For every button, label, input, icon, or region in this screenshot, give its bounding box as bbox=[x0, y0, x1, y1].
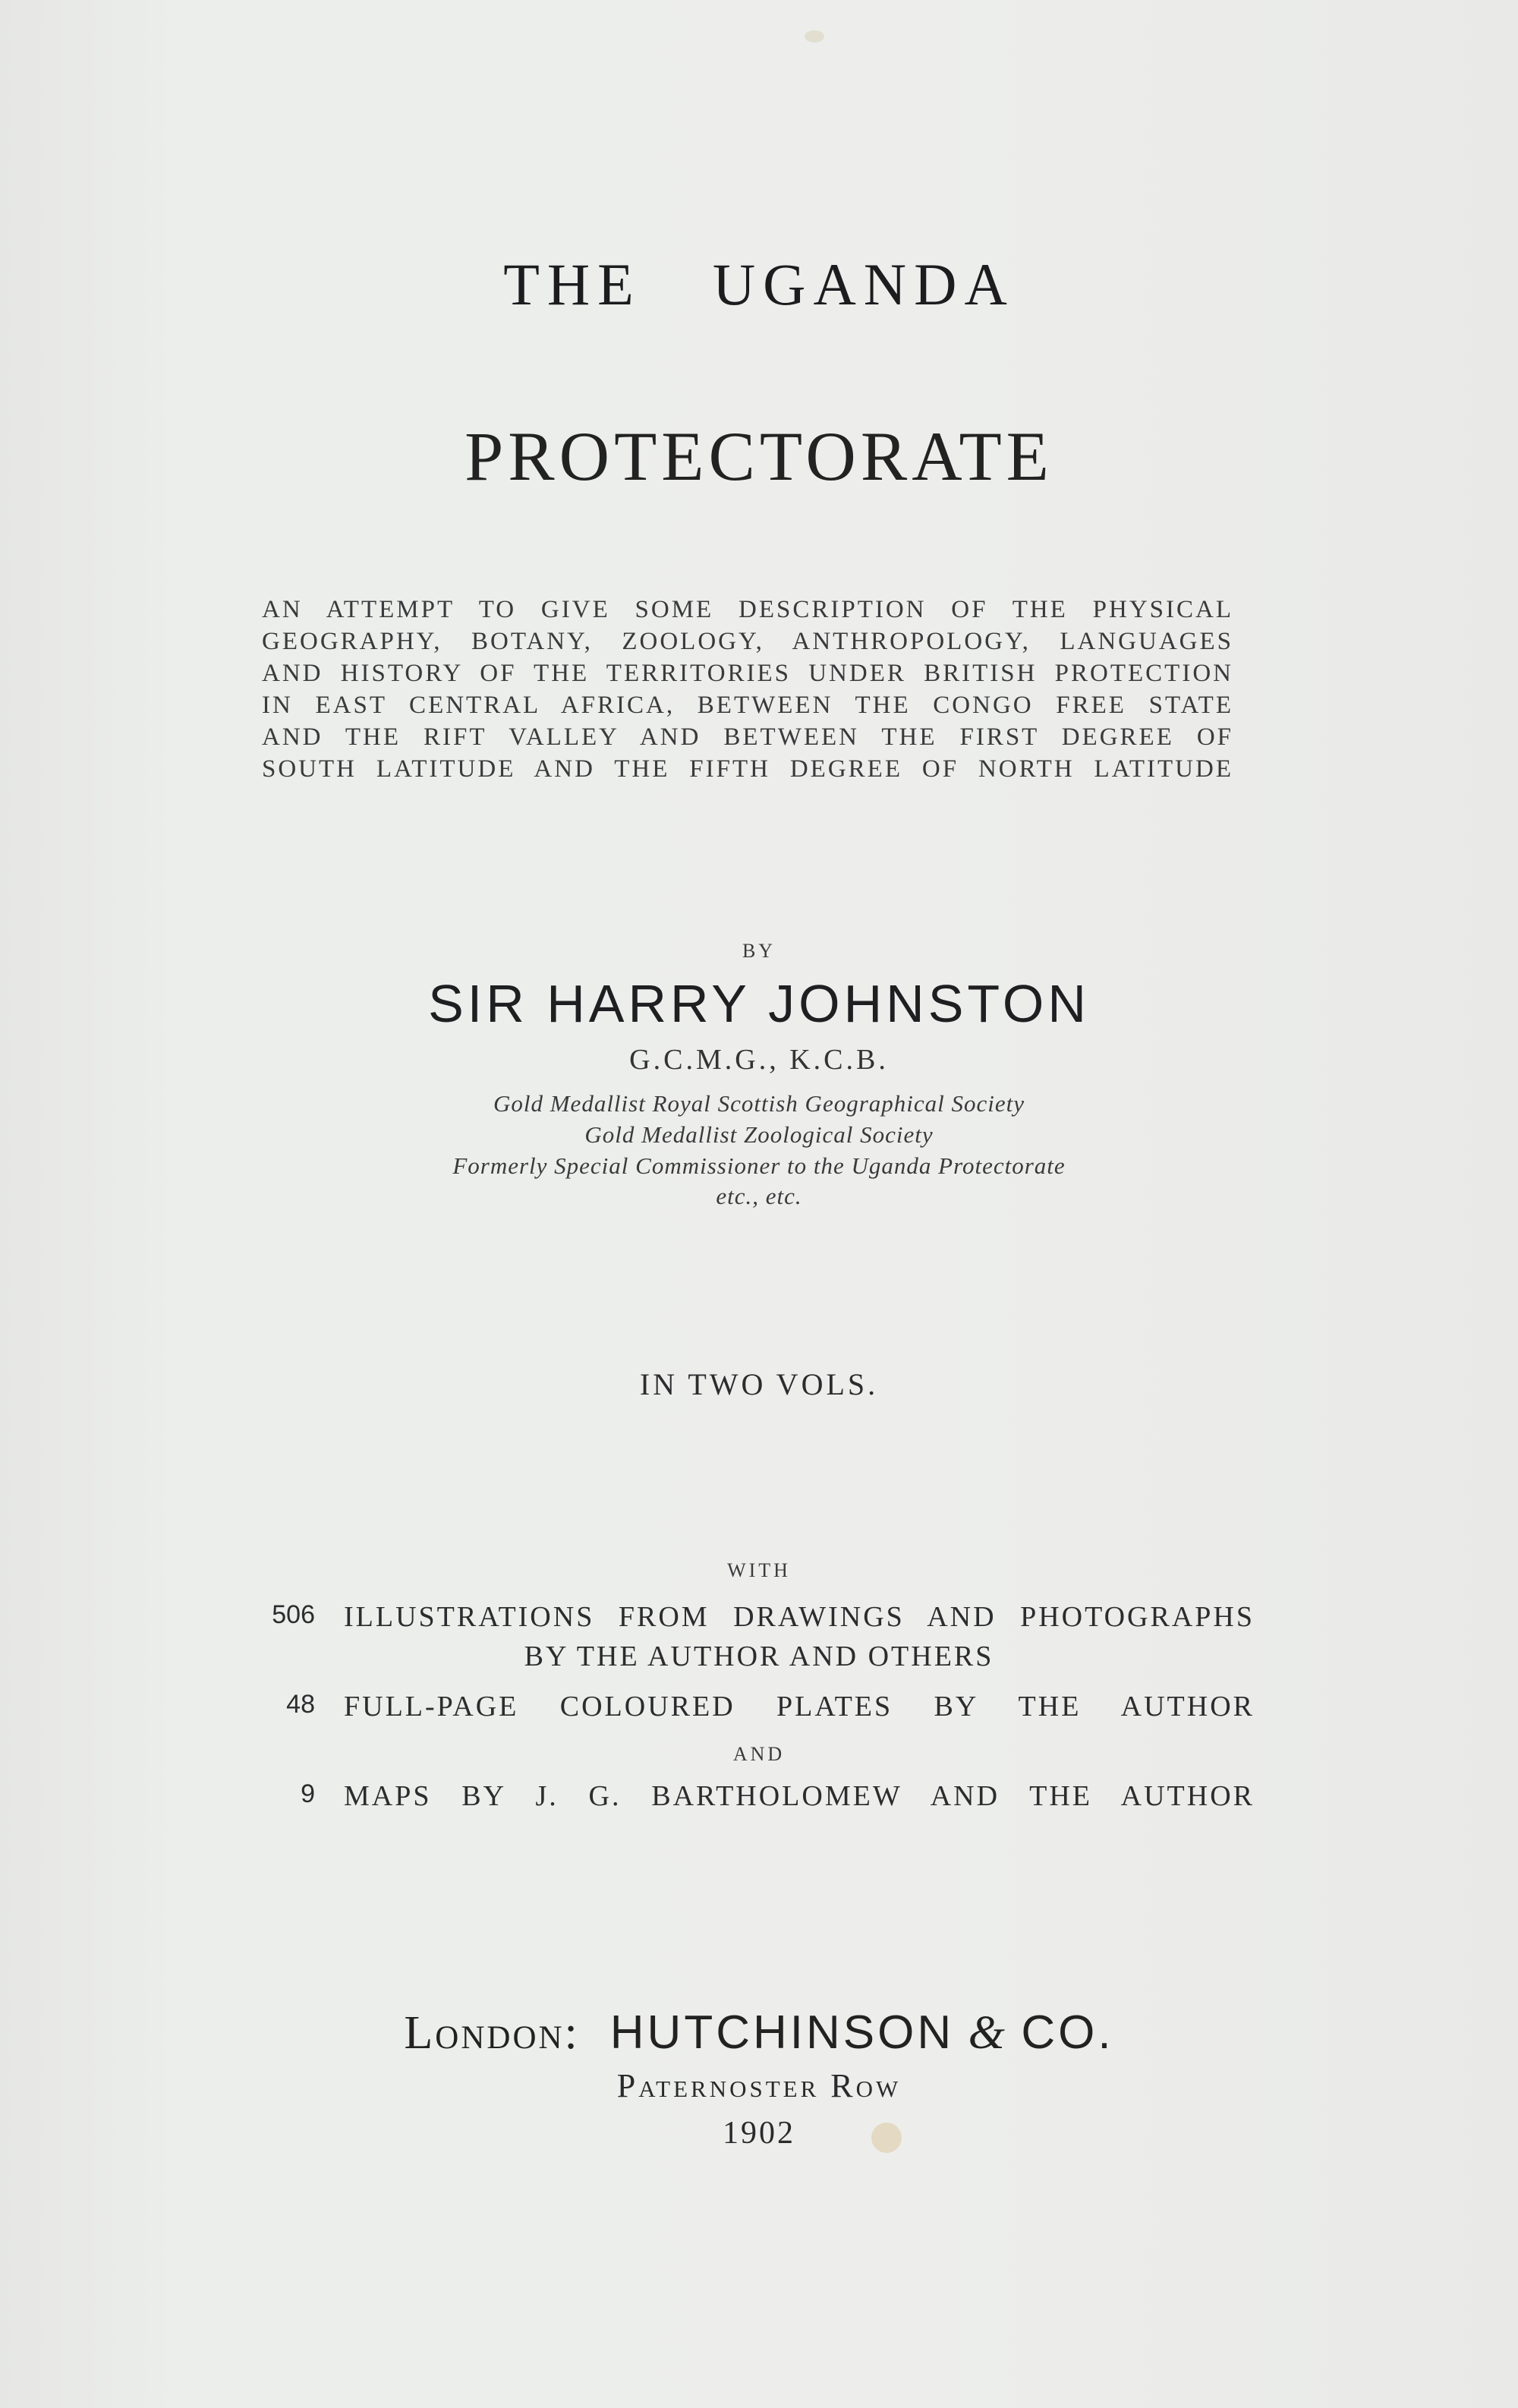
illustration-item-continuation bbox=[0, 1640, 1518, 1673]
credential-text: etc., etc. bbox=[716, 1183, 802, 1209]
item-text: ILLUSTRATIONS FROM DRAWINGS AND PHOTOGRAPHS bbox=[344, 1601, 1255, 1633]
author-honours bbox=[0, 1043, 1518, 1076]
credential-line bbox=[0, 1152, 1518, 1180]
item-count: 9 bbox=[301, 1779, 315, 1808]
imprint-street bbox=[0, 2066, 1518, 2105]
honours-text: G.C.M.G., K.C.B. bbox=[629, 1044, 889, 1076]
subtitle-text: PROTECTORATE bbox=[465, 418, 1053, 495]
subtitle bbox=[0, 416, 1518, 496]
item-count: 506 bbox=[272, 1600, 315, 1629]
with-text: WITH bbox=[727, 1559, 791, 1581]
by-text: BY bbox=[742, 940, 776, 962]
credential-text: Gold Medallist Zoological Society bbox=[584, 1121, 934, 1148]
with-label bbox=[0, 1559, 1518, 1582]
description bbox=[262, 594, 1233, 785]
and-text: AND bbox=[732, 1743, 786, 1765]
item-count: 48 bbox=[286, 1690, 315, 1719]
year-text: 1902 bbox=[723, 2116, 795, 2151]
publisher-co: CO. bbox=[1021, 2006, 1114, 2059]
publisher-name: HUTCHINSON bbox=[609, 2006, 955, 2059]
description-line: SOUTH LATITUDE AND THE FIFTH DEGREE OF NORTH LATITUDE bbox=[262, 755, 1233, 783]
description-line: IN EAST CENTRAL AFRICA, BETWEEN THE CONGO FREE STATE bbox=[262, 692, 1233, 719]
credential-text: Formerly Special Commissioner to the Uganda Protectorate bbox=[452, 1152, 1066, 1179]
item-continuation-text: BY THE AUTHOR AND OTHERS bbox=[524, 1641, 994, 1672]
description-line: AN ATTEMPT TO GIVE SOME DESCRIPTION OF THE PHYSICAL bbox=[262, 596, 1233, 623]
credential-text: Gold Medallist Royal Scottish Geographical Society bbox=[493, 1090, 1025, 1117]
paper-spot bbox=[805, 30, 824, 43]
item-text: MAPS BY J. G. BARTHOLOMEW AND THE AUTHOR bbox=[344, 1780, 1255, 1812]
author-name bbox=[0, 973, 1518, 1034]
description-line: GEOGRAPHY, BOTANY, ZOOLOGY, ANTHROPOLOGY, LANGUAGES bbox=[262, 628, 1233, 655]
volumes-note bbox=[0, 1366, 1518, 1402]
imprint-year bbox=[0, 2115, 1518, 2151]
title-word-uganda: uganda bbox=[712, 229, 1015, 323]
and-label bbox=[0, 1743, 1518, 1766]
ampersand: & bbox=[968, 2007, 1007, 2059]
by-label bbox=[0, 940, 1518, 963]
title-word-the: the bbox=[503, 229, 641, 323]
item-text: FULL-PAGE COLOURED PLATES BY THE AUTHOR bbox=[344, 1691, 1255, 1722]
imprint-publisher bbox=[0, 2006, 1518, 2060]
credential-line bbox=[0, 1183, 1518, 1210]
credential-line bbox=[0, 1121, 1518, 1149]
imprint-place: London: bbox=[404, 2007, 580, 2059]
volumes-text: IN TWO VOLS. bbox=[639, 1367, 879, 1401]
description-line: AND HISTORY OF THE TERRITORIES UNDER BRITISH PROTECTION bbox=[262, 660, 1233, 687]
title bbox=[0, 228, 1518, 395]
credential-line bbox=[0, 1090, 1518, 1117]
street-text: Paternoster Row bbox=[616, 2067, 902, 2104]
description-line: AND THE RIFT VALLEY AND BETWEEN THE FIRST DEGREE OF bbox=[262, 723, 1233, 751]
author-name-text: SIR HARRY JOHNSTON bbox=[428, 974, 1090, 1033]
